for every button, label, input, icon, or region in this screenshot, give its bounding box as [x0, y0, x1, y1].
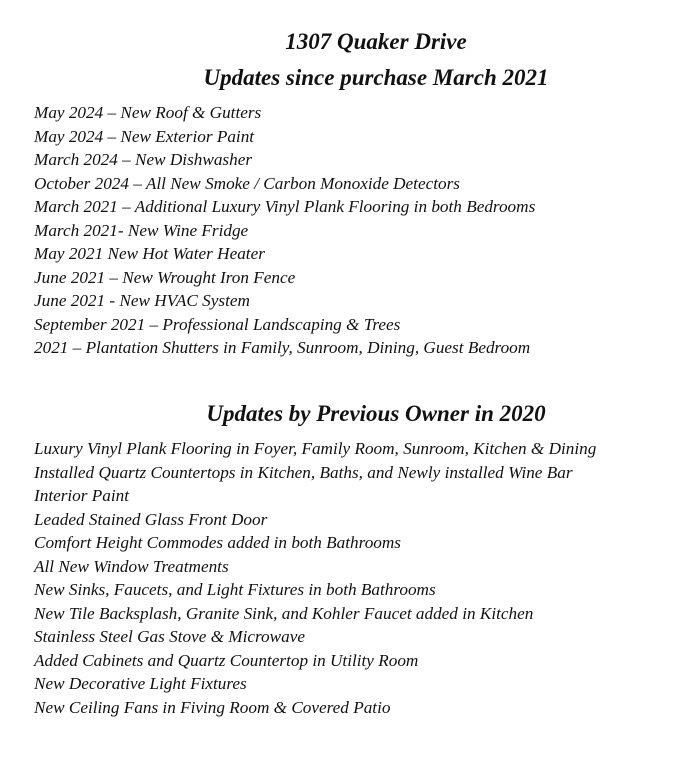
list-item: Interior Paint	[34, 486, 130, 505]
section-title-previous-owner: Updates by Previous Owner in 2020	[206, 401, 546, 426]
list-item: Luxury Vinyl Plank Flooring in Foyer, Family Room, Sunroom, Kitchen & Dining	[34, 439, 597, 458]
list-item: May 2021 New Hot Water Heater	[34, 244, 265, 263]
list-item: October 2024 – All New Smoke / Carbon Monoxide Detectors	[34, 173, 460, 193]
list-item: March 2021- New Wine Fridge	[34, 220, 249, 240]
updates-since-purchase-list	[34, 101, 535, 360]
list-item: June 2021 - New HVAC System	[34, 291, 250, 310]
list-item: All New Window Treatments	[34, 556, 229, 576]
list-item: Leaded Stained Glass Front Door	[34, 509, 268, 529]
previous-owner-updates-list	[34, 437, 596, 719]
list-item: New Decorative Light Fixtures	[34, 674, 247, 693]
list-item: Stainless Steel Gas Stove & Microwave	[34, 627, 305, 646]
list-item: May 2024 – New Roof & Gutters	[34, 103, 262, 122]
list-item: 2021 – Plantation Shutters in Family, Sunroom, Dining, Guest Bedroom	[34, 338, 531, 357]
list-item: June 2021 – New Wrought Iron Fence	[34, 267, 296, 287]
list-item: New Sinks, Faucets, and Light Fixtures in both Bathrooms	[34, 580, 436, 599]
list-item: Installed Quartz Countertops in Kitchen, Baths, and Newly installed Wine Bar	[34, 462, 573, 482]
list-item: New Ceiling Fans in Fiving Room & Covered Patio	[34, 697, 391, 717]
list-item: May 2024 – New Exterior Paint	[34, 126, 255, 146]
list-item: Comfort Height Commodes added in both Bathrooms	[34, 533, 401, 552]
list-item: New Tile Backsplash, Granite Sink, and Kohler Faucet added in Kitchen	[34, 603, 534, 623]
section-title-since-purchase: Updates since purchase March 2021	[203, 65, 549, 90]
list-item: March 2021 – Additional Luxury Vinyl Plank Flooring in both Bedrooms	[34, 197, 536, 216]
list-item: Added Cabinets and Quartz Countertop in Utility Room	[34, 650, 419, 670]
address-title: 1307 Quaker Drive	[285, 29, 467, 54]
list-item: September 2021 – Professional Landscaping & Trees	[34, 314, 401, 334]
list-item: March 2024 – New Dishwasher	[34, 150, 253, 169]
